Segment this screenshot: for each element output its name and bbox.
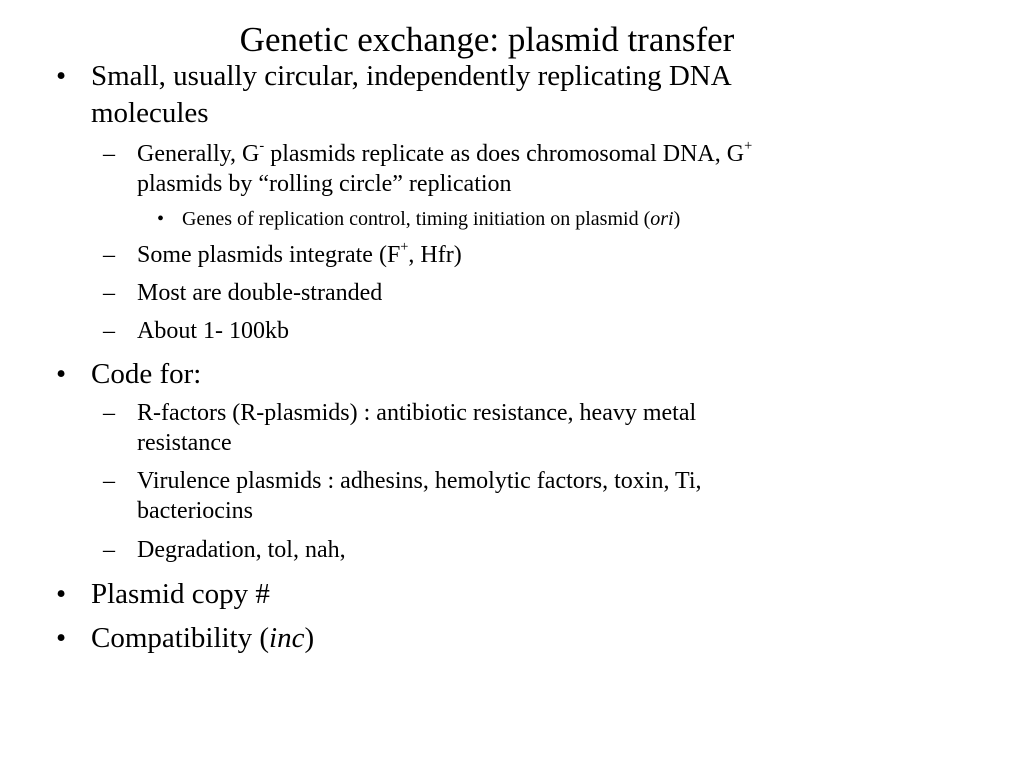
bullet-text: Plasmid copy #: [91, 578, 270, 610]
bullet-text: Small, usually circular, independently replicating DNA: [91, 60, 732, 92]
dash-marker: –: [103, 280, 115, 306]
dash-marker: –: [103, 400, 115, 426]
dash-marker: –: [103, 318, 115, 344]
sub-bullet-text: R-factors (R-plasmids) : antibiotic resistance, heavy metal: [137, 400, 697, 426]
dash-marker: –: [103, 468, 115, 494]
bullet-text: Compatibility (inc): [91, 622, 315, 654]
dash-marker: –: [103, 537, 115, 563]
slide-title: Genetic exchange: plasmid transfer: [239, 20, 735, 59]
sub-bullet-text: About 1- 100kb: [137, 318, 289, 344]
dash-marker: –: [103, 242, 115, 268]
sub-sub-bullet-text: Genes of replication control, timing initiation on plasmid (ori): [182, 208, 681, 230]
sub-bullet-text: Generally, G- plasmids replicate as does chromosomal DNA, G+: [137, 137, 753, 167]
sub-bullet-text: Most are double-stranded: [137, 280, 383, 306]
sub-bullet-text-continued: bacteriocins: [137, 498, 253, 524]
sub-sub-bullet-marker: •: [157, 208, 165, 230]
bullet-marker: •: [56, 358, 67, 390]
sub-bullet-text-continued: resistance: [137, 430, 232, 456]
sub-bullet-text: Degradation, tol, nah,: [137, 537, 346, 563]
sub-bullet-text: Some plasmids integrate (F+, Hfr): [137, 238, 462, 268]
bullet-marker: •: [56, 622, 67, 654]
dash-marker: –: [103, 141, 115, 167]
bullet-marker: •: [56, 578, 67, 610]
bullet-marker: •: [56, 60, 67, 92]
bullet-text: Code for:: [91, 358, 202, 390]
sub-bullet-text-continued: plasmids by “rolling circle” replication: [137, 171, 512, 197]
bullet-text-continued: molecules: [91, 97, 209, 129]
sub-bullet-text: Virulence plasmids : adhesins, hemolytic factors, toxin, Ti,: [137, 468, 702, 494]
